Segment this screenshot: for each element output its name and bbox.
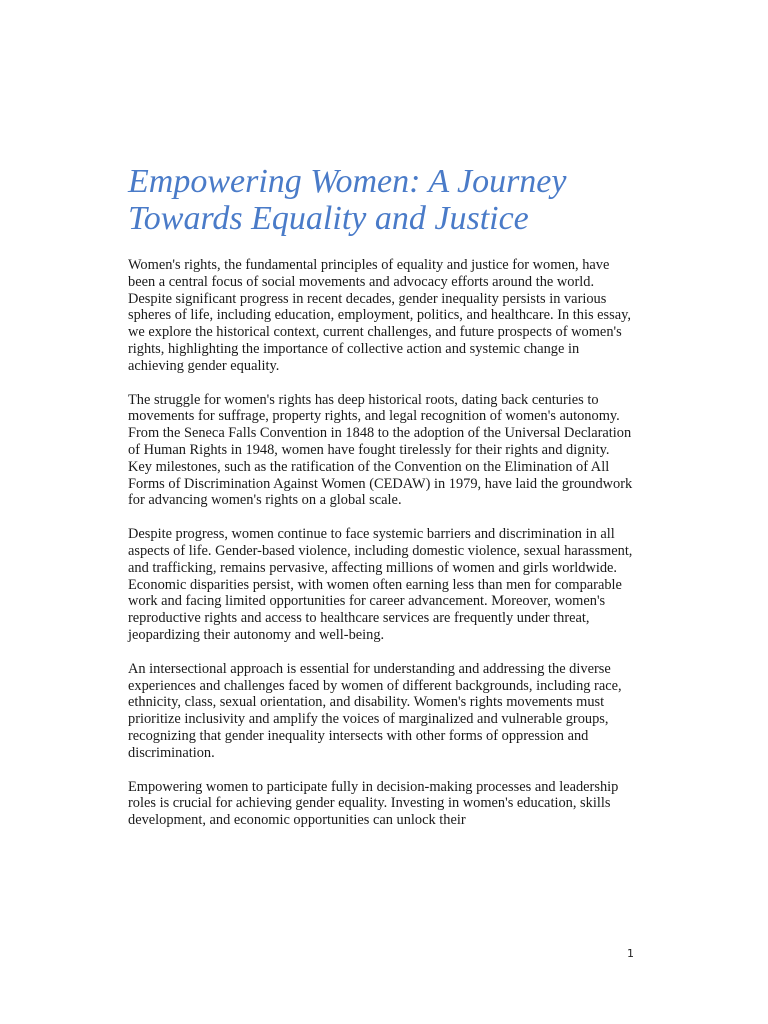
paragraph-2: The struggle for women's rights has deep historical roots, dating back centuries to movements for suffrage, property rights, and legal recognition of women's autonomy. From the Seneca Falls Convention in 1848 to the adoption of the Universal Declaration of Human Rights in 1948, women have fought tirelessly for their rights and dignity. Key milestones, such as the ratification of the Convention on the Elimination of All Forms of Discrimination Against Women (CEDAW) in 1979, have laid the groundwork for advancing women's rights on a global scale.	[128, 391, 633, 509]
paragraph-3: Despite progress, women continue to face systemic barriers and discrimination in all aspects of life. Gender-based violence, including domestic violence, sexual harassment, and trafficking, remains pervasive, affecting millions of women and girls worldwide. Economic disparities persist, with women often earning less than men for comparable work and facing limited opportunities for career advancement. Moreover, women's reproductive rights and access to healthcare services are frequently under threat, jeopardizing their autonomy and well-being.	[128, 526, 633, 643]
paragraph-4: An intersectional approach is essential for understanding and addressing the diverse experiences and challenges faced by women of different backgrounds, including race, ethnicity, class, sexual orientation, and disability. Women's rights movements must prioritize inclusivity and amplify the voices of marginalized and vulnerable groups, recognizing that gender inequality intersects with other forms of oppression and discrimination.	[128, 660, 622, 761]
paragraph-5: Empowering women to participate fully in decision-making processes and leadership roles is crucial for achieving gender equality. Investing in women's education, skills development, and economic opportunities can unlock their	[128, 778, 619, 829]
document-title: Empowering Women: A Journey Towards Equality and Justice	[128, 163, 567, 237]
page-number: 1	[627, 947, 634, 960]
paragraph-1: Women's rights, the fundamental principles of equality and justice for women, have been a central focus of social movements and advocacy efforts around the world. Despite significant progress in recent decades, gender inequality persists in various spheres of life, including education, employment, politics, and healthcare. In this essay, we explore the historical context, current challenges, and future prospects of women's rights, highlighting the importance of collective action and systemic change in achieving gender equality.	[128, 257, 631, 374]
document-body	[128, 257, 633, 846]
